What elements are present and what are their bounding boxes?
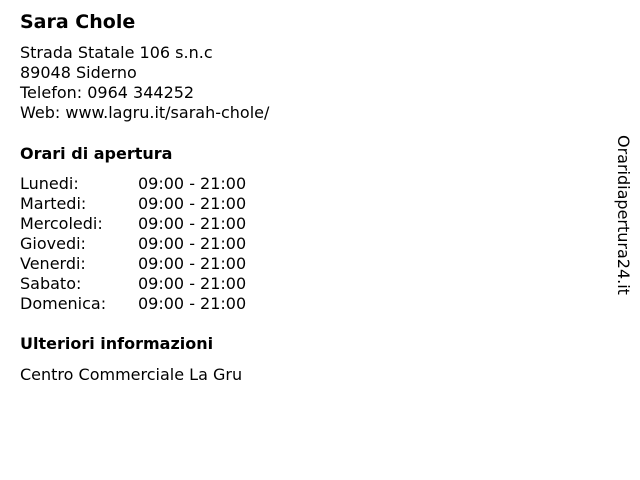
address-street: Strada Statale 106 s.n.c xyxy=(20,43,213,62)
time-range: 09:00 - 21:00 xyxy=(138,234,247,253)
day-label: Mercoledi: xyxy=(20,214,103,233)
hours-row-monday xyxy=(20,174,246,194)
hours-row-thursday xyxy=(20,234,246,254)
hours-row-sunday xyxy=(20,294,246,314)
day-label: Martedi: xyxy=(20,194,87,213)
hours-row-tuesday xyxy=(20,194,246,214)
further-info-heading: Ulteriori informazioni xyxy=(20,334,214,353)
day-label: Domenica: xyxy=(20,294,107,313)
time-range: 09:00 - 21:00 xyxy=(138,274,247,293)
day-label: Sabato: xyxy=(20,274,82,293)
time-range: 09:00 - 21:00 xyxy=(138,174,247,193)
further-info-text: Centro Commerciale La Gru xyxy=(20,365,243,384)
time-range: 09:00 - 21:00 xyxy=(138,194,247,213)
opening-hours-table xyxy=(20,174,246,314)
address-city: 89048 Siderno xyxy=(20,63,137,82)
hours-row-friday xyxy=(20,254,246,274)
hours-row-wednesday xyxy=(20,214,246,234)
day-label: Lunedi: xyxy=(20,174,79,193)
time-range: 09:00 - 21:00 xyxy=(138,294,247,313)
address-block xyxy=(20,43,269,123)
time-range: 09:00 - 21:00 xyxy=(138,254,247,273)
hours-row-saturday xyxy=(20,274,246,294)
day-label: Giovedi: xyxy=(20,234,86,253)
day-label: Venerdi: xyxy=(20,254,86,273)
opening-hours-heading: Orari di apertura xyxy=(20,144,173,163)
site-brand-vertical: Oraridiapertura24.it xyxy=(614,135,633,295)
time-range: 09:00 - 21:00 xyxy=(138,214,247,233)
business-name: Sara Chole xyxy=(20,11,136,33)
web-line: Web: www.lagru.it/sarah-chole/ xyxy=(20,103,270,122)
phone-line: Telefon: 0964 344252 xyxy=(20,83,195,102)
